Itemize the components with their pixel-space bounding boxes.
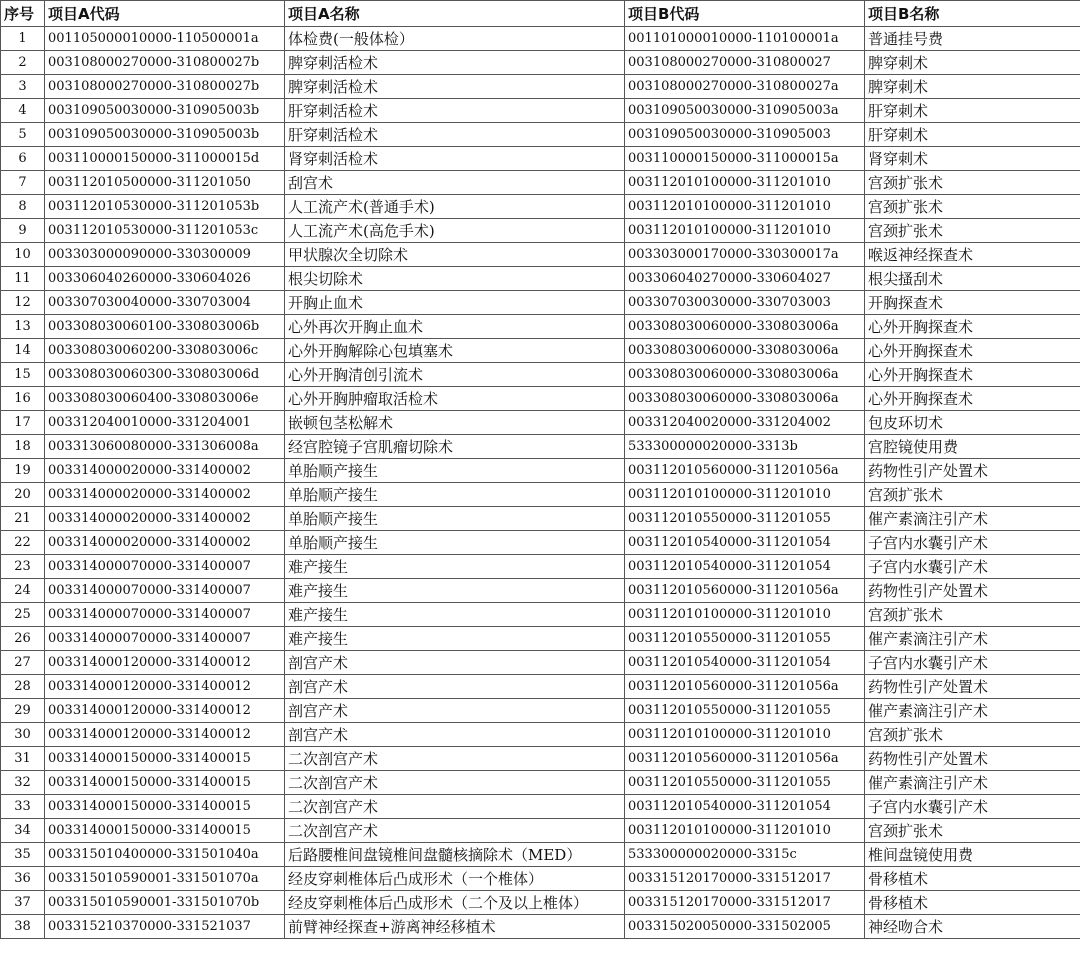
cell-item-a-name: 难产接生: [285, 579, 625, 603]
table-row: [1, 867, 1080, 891]
cell-item-a-name: 二次剖宫产术: [285, 819, 625, 843]
cell-item-b-code: 003112010100000-311201010: [625, 195, 865, 219]
table-row: [1, 459, 1080, 483]
cell-seq: 2: [1, 51, 45, 75]
header-item-a-name: 项目A名称: [285, 1, 625, 27]
cell-item-a-code: 003108000270000-310800027b: [45, 75, 285, 99]
cell-seq: 25: [1, 603, 45, 627]
cell-item-a-name: 肝穿刺活检术: [285, 99, 625, 123]
cell-item-b-name: 催产素滴注引产术: [865, 627, 1080, 651]
cell-seq: 9: [1, 219, 45, 243]
cell-item-b-code: 003112010540000-311201054: [625, 531, 865, 555]
table-row: [1, 915, 1080, 939]
cell-item-b-name: 药物性引产处置术: [865, 747, 1080, 771]
cell-item-a-name: 前臂神经探查+游离神经移植术: [285, 915, 625, 939]
cell-item-b-code: 003108000270000-310800027: [625, 51, 865, 75]
cell-item-b-code: 003307030030000-330703003: [625, 291, 865, 315]
table-row: [1, 603, 1080, 627]
cell-item-b-code: 003112010550000-311201055: [625, 771, 865, 795]
table-row: [1, 147, 1080, 171]
cell-item-a-code: 003314000070000-331400007: [45, 627, 285, 651]
cell-item-b-name: 心外开胸探查术: [865, 363, 1080, 387]
cell-item-a-name: 脾穿刺活检术: [285, 75, 625, 99]
cell-item-a-name: 剖宫产术: [285, 651, 625, 675]
cell-item-a-code: 003112010530000-311201053b: [45, 195, 285, 219]
cell-item-b-code: 003112010550000-311201055: [625, 507, 865, 531]
table-row: [1, 291, 1080, 315]
cell-item-a-name: 嵌顿包茎松解术: [285, 411, 625, 435]
table-row: [1, 651, 1080, 675]
cell-item-a-name: 肾穿刺活检术: [285, 147, 625, 171]
cell-seq: 33: [1, 795, 45, 819]
cell-item-a-code: 003315010590001-331501070b: [45, 891, 285, 915]
cell-item-a-code: 003314000150000-331400015: [45, 747, 285, 771]
cell-item-b-name: 宫颈扩张术: [865, 171, 1080, 195]
cell-seq: 37: [1, 891, 45, 915]
cell-item-b-code: 003112010100000-311201010: [625, 819, 865, 843]
table-row: [1, 363, 1080, 387]
cell-item-a-name: 刮宫术: [285, 171, 625, 195]
cell-item-b-name: 药物性引产处置术: [865, 579, 1080, 603]
cell-item-b-code: 003112010560000-311201056a: [625, 459, 865, 483]
cell-item-b-name: 心外开胸探查术: [865, 339, 1080, 363]
cell-item-a-code: 003314000120000-331400012: [45, 723, 285, 747]
cell-item-b-name: 子宫内水囊引产术: [865, 651, 1080, 675]
cell-item-b-name: 药物性引产处置术: [865, 675, 1080, 699]
cell-item-a-name: 开胸止血术: [285, 291, 625, 315]
table-row: [1, 627, 1080, 651]
cell-item-a-code: 003306040260000-330604026: [45, 267, 285, 291]
table-row: [1, 195, 1080, 219]
cell-item-b-name: 脾穿刺术: [865, 75, 1080, 99]
cell-item-b-code: 533300000020000-3315c: [625, 843, 865, 867]
table-row: [1, 51, 1080, 75]
table-row: [1, 579, 1080, 603]
cell-item-a-name: 单胎顺产接生: [285, 531, 625, 555]
cell-item-a-name: 二次剖宫产术: [285, 795, 625, 819]
table-row: [1, 411, 1080, 435]
cell-item-b-name: 子宫内水囊引产术: [865, 531, 1080, 555]
cell-item-a-name: 剖宫产术: [285, 699, 625, 723]
cell-item-b-name: 子宫内水囊引产术: [865, 555, 1080, 579]
table-body: [1, 27, 1080, 939]
cell-item-b-name: 肝穿刺术: [865, 123, 1080, 147]
cell-item-a-code: 003315010590001-331501070a: [45, 867, 285, 891]
cell-seq: 32: [1, 771, 45, 795]
cell-item-b-name: 宫颈扩张术: [865, 603, 1080, 627]
cell-item-a-code: 003313060080000-331306008a: [45, 435, 285, 459]
cell-item-b-code: 003112010540000-311201054: [625, 795, 865, 819]
cell-item-a-name: 心外开胸清创引流术: [285, 363, 625, 387]
cell-item-a-code: 003112010530000-311201053c: [45, 219, 285, 243]
cell-seq: 4: [1, 99, 45, 123]
cell-item-a-code: 003312040010000-331204001: [45, 411, 285, 435]
cell-seq: 11: [1, 267, 45, 291]
table-row: [1, 99, 1080, 123]
cell-seq: 38: [1, 915, 45, 939]
cell-item-a-name: 经皮穿刺椎体后凸成形术（一个椎体）: [285, 867, 625, 891]
cell-item-b-code: 003308030060000-330803006a: [625, 363, 865, 387]
table-row: [1, 243, 1080, 267]
table-row: [1, 843, 1080, 867]
cell-item-a-name: 人工流产术(普通手术): [285, 195, 625, 219]
cell-item-a-name: 单胎顺产接生: [285, 459, 625, 483]
cell-seq: 35: [1, 843, 45, 867]
cell-item-b-name: 骨移植术: [865, 867, 1080, 891]
cell-seq: 6: [1, 147, 45, 171]
cell-item-a-code: 003315210370000-331521037: [45, 915, 285, 939]
cell-item-b-code: 003112010550000-311201055: [625, 699, 865, 723]
cell-item-b-code: 003112010540000-311201054: [625, 651, 865, 675]
cell-item-a-name: 单胎顺产接生: [285, 483, 625, 507]
cell-item-b-code: 001101000010000-110100001a: [625, 27, 865, 51]
cell-item-b-name: 神经吻合术: [865, 915, 1080, 939]
cell-item-b-code: 003112010560000-311201056a: [625, 675, 865, 699]
cell-item-b-name: 肾穿刺术: [865, 147, 1080, 171]
cell-item-b-code: 003312040020000-331204002: [625, 411, 865, 435]
cell-item-a-code: 003109050030000-310905003b: [45, 123, 285, 147]
table-row: [1, 699, 1080, 723]
cell-item-a-name: 二次剖宫产术: [285, 771, 625, 795]
table-row: [1, 387, 1080, 411]
cell-item-b-name: 脾穿刺术: [865, 51, 1080, 75]
cell-item-a-name: 心外再次开胸止血术: [285, 315, 625, 339]
cell-item-a-code: 003109050030000-310905003b: [45, 99, 285, 123]
cell-item-a-code: 003110000150000-311000015d: [45, 147, 285, 171]
cell-seq: 18: [1, 435, 45, 459]
cell-item-b-name: 根尖搔刮术: [865, 267, 1080, 291]
cell-seq: 8: [1, 195, 45, 219]
cell-item-b-code: 003110000150000-311000015a: [625, 147, 865, 171]
cell-item-b-name: 椎间盘镜使用费: [865, 843, 1080, 867]
cell-item-b-code: 003112010100000-311201010: [625, 723, 865, 747]
cell-item-b-code: 003112010550000-311201055: [625, 627, 865, 651]
cell-item-b-code: 003308030060000-330803006a: [625, 339, 865, 363]
header-seq: 序号: [1, 1, 45, 27]
cell-item-a-name: 后路腰椎间盘镜椎间盘髓核摘除术（MED）: [285, 843, 625, 867]
cell-item-a-name: 难产接生: [285, 603, 625, 627]
cell-item-a-code: 003314000020000-331400002: [45, 483, 285, 507]
cell-item-b-name: 肝穿刺术: [865, 99, 1080, 123]
cell-item-b-name: 子宫内水囊引产术: [865, 795, 1080, 819]
cell-seq: 16: [1, 387, 45, 411]
cell-item-a-code: 003108000270000-310800027b: [45, 51, 285, 75]
cell-seq: 29: [1, 699, 45, 723]
cell-item-b-code: 003112010560000-311201056a: [625, 747, 865, 771]
cell-item-a-code: 003314000020000-331400002: [45, 459, 285, 483]
cell-seq: 26: [1, 627, 45, 651]
cell-item-a-code: 003308030060100-330803006b: [45, 315, 285, 339]
cell-item-b-code: 003108000270000-310800027a: [625, 75, 865, 99]
cell-seq: 3: [1, 75, 45, 99]
cell-item-a-name: 心外开胸肿瘤取活检术: [285, 387, 625, 411]
table-row: [1, 267, 1080, 291]
cell-item-b-name: 开胸探查术: [865, 291, 1080, 315]
cell-seq: 1: [1, 27, 45, 51]
cell-seq: 21: [1, 507, 45, 531]
cell-seq: 14: [1, 339, 45, 363]
cell-item-a-name: 难产接生: [285, 627, 625, 651]
cell-item-a-name: 根尖切除术: [285, 267, 625, 291]
cell-item-a-code: 003314000150000-331400015: [45, 771, 285, 795]
cell-item-b-code: 003112010100000-311201010: [625, 219, 865, 243]
header-item-a-code: 项目A代码: [45, 1, 285, 27]
table-row: [1, 723, 1080, 747]
table-row: [1, 75, 1080, 99]
cell-item-b-name: 心外开胸探查术: [865, 387, 1080, 411]
cell-item-a-code: 003314000120000-331400012: [45, 651, 285, 675]
cell-item-a-name: 肝穿刺活检术: [285, 123, 625, 147]
cell-item-b-name: 宫颈扩张术: [865, 219, 1080, 243]
table-row: [1, 675, 1080, 699]
cell-seq: 13: [1, 315, 45, 339]
cell-item-a-name: 二次剖宫产术: [285, 747, 625, 771]
cell-item-a-name: 心外开胸解除心包填塞术: [285, 339, 625, 363]
cell-item-b-name: 宫颈扩张术: [865, 483, 1080, 507]
cell-seq: 15: [1, 363, 45, 387]
cell-item-a-name: 剖宫产术: [285, 675, 625, 699]
cell-item-b-code: 003308030060000-330803006a: [625, 387, 865, 411]
cell-item-b-name: 催产素滴注引产术: [865, 507, 1080, 531]
cell-item-a-code: 003315010400000-331501040a: [45, 843, 285, 867]
cell-seq: 5: [1, 123, 45, 147]
cell-seq: 30: [1, 723, 45, 747]
cell-seq: 27: [1, 651, 45, 675]
cell-item-a-code: 003314000150000-331400015: [45, 795, 285, 819]
cell-item-b-name: 宫颈扩张术: [865, 195, 1080, 219]
cell-seq: 7: [1, 171, 45, 195]
header-row: [1, 1, 1080, 27]
cell-seq: 24: [1, 579, 45, 603]
cell-item-b-code: 003112010540000-311201054: [625, 555, 865, 579]
table-row: [1, 339, 1080, 363]
cell-item-b-name: 普通挂号费: [865, 27, 1080, 51]
cell-item-a-name: 剖宫产术: [285, 723, 625, 747]
cell-item-a-code: 003314000120000-331400012: [45, 675, 285, 699]
cell-item-a-name: 体检费(一般体检）: [285, 27, 625, 51]
cell-item-a-code: 003314000150000-331400015: [45, 819, 285, 843]
cell-item-b-code: 003306040270000-330604027: [625, 267, 865, 291]
cell-seq: 22: [1, 531, 45, 555]
cell-item-b-name: 宫颈扩张术: [865, 723, 1080, 747]
cell-item-a-name: 经宫腔镜子宫肌瘤切除术: [285, 435, 625, 459]
cell-item-b-code: 003315120170000-331512017: [625, 867, 865, 891]
cell-item-b-name: 骨移植术: [865, 891, 1080, 915]
header-item-b-code: 项目B代码: [625, 1, 865, 27]
cell-seq: 20: [1, 483, 45, 507]
cell-seq: 10: [1, 243, 45, 267]
cell-seq: 17: [1, 411, 45, 435]
cell-seq: 23: [1, 555, 45, 579]
cell-item-b-code: 003303000170000-330300017a: [625, 243, 865, 267]
table-row: [1, 771, 1080, 795]
cell-item-b-name: 心外开胸探查术: [865, 315, 1080, 339]
cell-item-a-code: 003314000120000-331400012: [45, 699, 285, 723]
cell-item-b-code: 003109050030000-310905003: [625, 123, 865, 147]
table-row: [1, 123, 1080, 147]
table-row: [1, 531, 1080, 555]
table-row: [1, 507, 1080, 531]
cell-item-a-code: 003308030060400-330803006e: [45, 387, 285, 411]
cell-item-b-name: 催产素滴注引产术: [865, 699, 1080, 723]
cell-item-a-code: 003314000070000-331400007: [45, 603, 285, 627]
cell-item-b-code: 003308030060000-330803006a: [625, 315, 865, 339]
cell-item-a-code: 003314000020000-331400002: [45, 531, 285, 555]
cell-item-a-name: 人工流产术(高危手术): [285, 219, 625, 243]
cell-item-a-name: 经皮穿刺椎体后凸成形术（二个及以上椎体）: [285, 891, 625, 915]
table-row: [1, 171, 1080, 195]
cell-item-a-code: 003112010500000-311201050: [45, 171, 285, 195]
cell-seq: 34: [1, 819, 45, 843]
cell-item-b-code: 003112010100000-311201010: [625, 483, 865, 507]
cell-item-a-name: 脾穿刺活检术: [285, 51, 625, 75]
table-row: [1, 219, 1080, 243]
cell-seq: 36: [1, 867, 45, 891]
cell-item-a-code: 003314000070000-331400007: [45, 579, 285, 603]
cell-item-b-name: 催产素滴注引产术: [865, 771, 1080, 795]
cell-item-b-name: 宫颈扩张术: [865, 819, 1080, 843]
cell-seq: 12: [1, 291, 45, 315]
cell-item-b-code: 533300000020000-3313b: [625, 435, 865, 459]
table-row: [1, 435, 1080, 459]
cell-item-a-code: 003307030040000-330703004: [45, 291, 285, 315]
cell-item-a-code: 003303000090000-330300009: [45, 243, 285, 267]
header-item-b-name: 项目B名称: [865, 1, 1080, 27]
cell-item-b-code: 003315120170000-331512017: [625, 891, 865, 915]
cell-item-a-code: 003314000070000-331400007: [45, 555, 285, 579]
cell-seq: 19: [1, 459, 45, 483]
cell-item-b-name: 喉返神经探查术: [865, 243, 1080, 267]
cell-item-b-code: 003109050030000-310905003a: [625, 99, 865, 123]
cell-seq: 31: [1, 747, 45, 771]
table-row: [1, 483, 1080, 507]
cell-item-a-name: 单胎顺产接生: [285, 507, 625, 531]
cell-item-a-code: 001105000010000-110500001a: [45, 27, 285, 51]
cell-item-b-code: 003112010560000-311201056a: [625, 579, 865, 603]
cell-item-b-code: 003112010100000-311201010: [625, 603, 865, 627]
cell-item-a-name: 难产接生: [285, 555, 625, 579]
cell-item-b-name: 宫腔镜使用费: [865, 435, 1080, 459]
cell-item-a-name: 甲状腺次全切除术: [285, 243, 625, 267]
cell-item-a-code: 003308030060200-330803006c: [45, 339, 285, 363]
cell-item-b-code: 003315020050000-331502005: [625, 915, 865, 939]
table-row: [1, 795, 1080, 819]
cell-item-b-code: 003112010100000-311201010: [625, 171, 865, 195]
table-row: [1, 819, 1080, 843]
table-row: [1, 315, 1080, 339]
table-header: [1, 1, 1080, 27]
cell-item-b-name: 包皮环切术: [865, 411, 1080, 435]
table-row: [1, 747, 1080, 771]
cell-item-a-code: 003308030060300-330803006d: [45, 363, 285, 387]
cell-item-a-code: 003314000020000-331400002: [45, 507, 285, 531]
cell-seq: 28: [1, 675, 45, 699]
table-row: [1, 27, 1080, 51]
cell-item-b-name: 药物性引产处置术: [865, 459, 1080, 483]
table-row: [1, 555, 1080, 579]
table-row: [1, 891, 1080, 915]
